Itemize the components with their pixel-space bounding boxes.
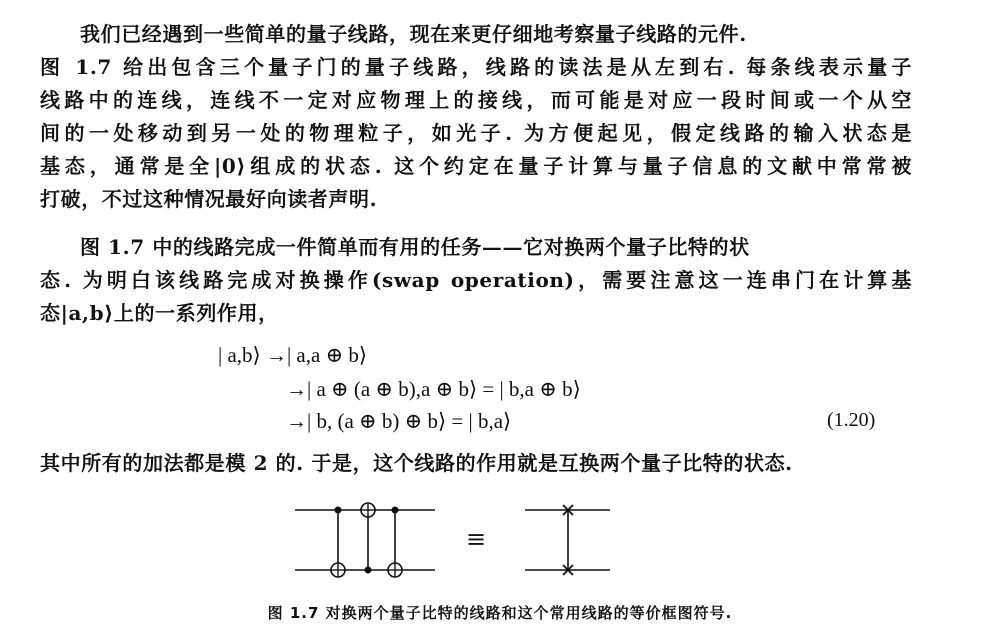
text-line: 基态，通常是全|0⟩组成的状态. 这个约定在量子计算与量子信息的文献中常常被 <box>40 154 912 178</box>
text-line: 我们已经遇到一些简单的量子线路，现在来更仔细地考察量子线路的元件. <box>80 22 747 46</box>
paragraph-1 <box>40 18 912 216</box>
paragraph-3: 其中所有的加法都是模 2 的. 于是，这个线路的作用就是互换两个量子比特的状态. <box>40 451 793 475</box>
text-line: 间的一处移动到另一处的物理粒子，如光子. 为方便起见，假定线路的输入状态是 <box>40 121 912 145</box>
equivalence-symbol: ≡ <box>465 525 487 553</box>
text-line: 态. 为明白该线路完成对换操作(swap operation)，需要注意这一连串门在计算基 <box>40 268 912 292</box>
equation-number: (1.20) <box>827 409 876 431</box>
cnot-2-control-dot <box>365 567 372 574</box>
text-line: 图 1.7 给出包含三个量子门的量子线路，线路的读法是从左到右. 每条线表示量子 <box>40 55 912 79</box>
paragraph-2 <box>40 231 912 330</box>
circuit-diagram <box>280 495 640 585</box>
equation-line-2: →| a ⊕ (a ⊕ b),a ⊕ b⟩ = | b,a ⊕ b⟩ <box>286 377 581 401</box>
text-line: 态|a,b⟩上的一系列作用， <box>40 301 279 325</box>
cnot-3-control-dot <box>392 507 399 514</box>
cnot-1-control-dot <box>335 507 342 514</box>
cnot-2-target <box>361 503 375 517</box>
swap-circuit-figure <box>280 495 640 589</box>
cnot-3-target <box>388 563 402 577</box>
cnot-1-target <box>331 563 345 577</box>
text-line: 线路中的连线，连线不一定对应物理上的接线，而可能是对应一段时间或一个从空 <box>40 88 912 112</box>
figure-caption: 图 1.7 对换两个量子比特的线路和这个常用线路的等价框图符号. <box>267 604 733 622</box>
text-line: 打破，不过这种情况最好向读者声明. <box>40 187 378 211</box>
text-line: 图 1.7 中的线路完成一件简单而有用的任务——它对换两个量子比特的状 <box>80 235 750 259</box>
equation-line-3: →| b, (a ⊕ b) ⊕ b⟩ = | b,a⟩ <box>286 409 512 433</box>
equation-line-1: | a,b⟩ →| a,a ⊕ b⟩ <box>218 343 368 367</box>
